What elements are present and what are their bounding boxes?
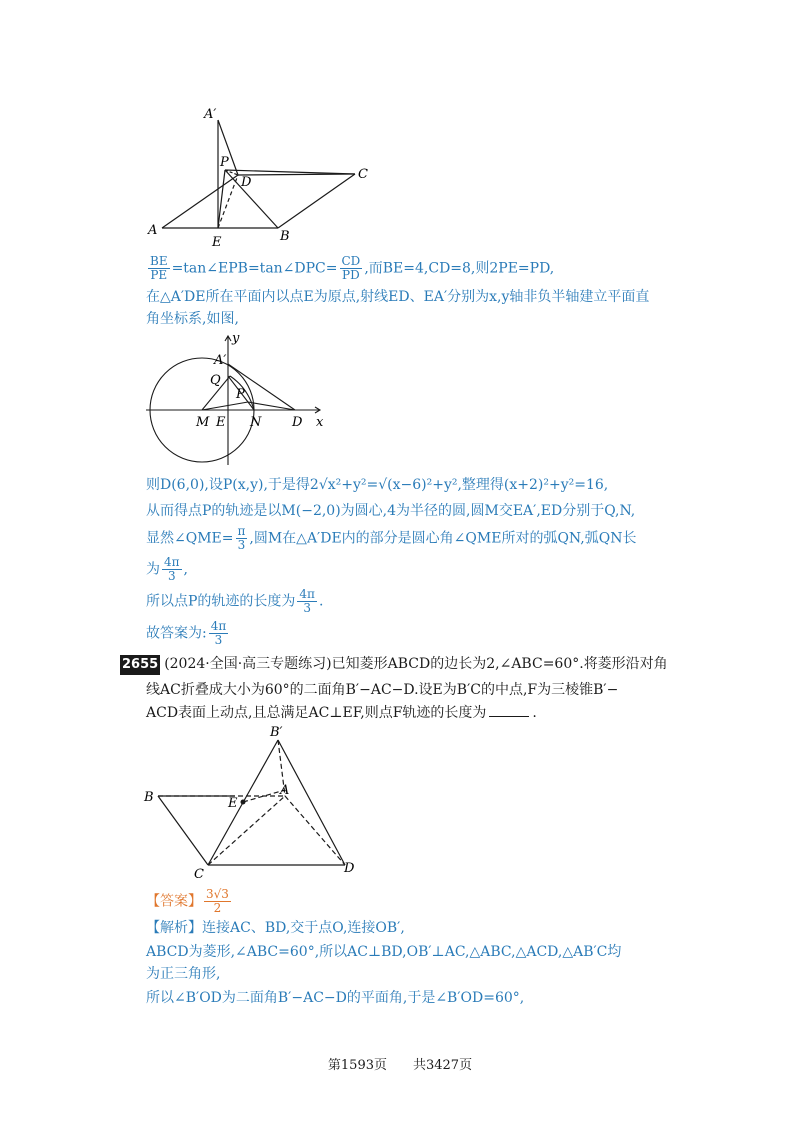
label-p: P bbox=[236, 387, 245, 402]
label-d: D bbox=[241, 175, 252, 190]
analysis-line-3: 为正三角形, bbox=[146, 966, 221, 982]
label-d: D bbox=[292, 415, 303, 430]
label-a-prime: A′ bbox=[204, 107, 217, 122]
solution-line-7: 为 $\frac{4\pi}{3}$ , bbox=[146, 555, 188, 583]
label-a-prime: A′ bbox=[214, 353, 227, 368]
analysis-line-2: ABCD为菱形,∠ABC=60°,所以AC⊥BD,OB′⊥AC,△ABC,△ACD,△AB′C均 bbox=[146, 944, 622, 960]
problem-number: 2655 bbox=[120, 655, 160, 675]
label-c: C bbox=[194, 867, 204, 880]
fraction-be-pe: $\frac{BE}{PE}$ bbox=[150, 254, 168, 282]
figure-coordinate-circle bbox=[140, 330, 340, 474]
analysis-line-1: 【解析】连接AC、BD,交于点O,连接OB′, bbox=[146, 920, 405, 936]
solution-line-5: 从而得点P的轨迹是以M(−2,0)为圆心,4为半径的圆,圆M交EA′,ED分别于Q,N, bbox=[146, 503, 636, 519]
label-a: A bbox=[280, 783, 290, 798]
label-b: B bbox=[144, 790, 154, 805]
label-p: P bbox=[220, 155, 229, 170]
analysis-line-4: 所以∠B′OD为二面角B′−AC−D的平面角,于是∠B′OD=60°, bbox=[146, 990, 525, 1006]
label-b-prime: B′ bbox=[270, 725, 283, 740]
fraction-4pi-3: $\frac{4\pi}{3}$ bbox=[210, 619, 227, 647]
label-d: D bbox=[344, 861, 355, 876]
solution-line-1: $\frac{BE}{PE}$ =tan∠EPB=tan∠DPC= $\frac{CD}{PD}$ ,而BE=4,CD=8,则2PE=PD, bbox=[150, 254, 555, 282]
answer-blank bbox=[489, 716, 529, 717]
label-x-axis: x bbox=[316, 415, 324, 430]
solution-line-2: 在△A′DE所在平面内以点E为原点,射线ED、EA′分别为x,y轴非负半轴建立平面直 bbox=[146, 289, 650, 305]
fraction-pi-3: $\frac{\pi}{3}$ bbox=[237, 524, 246, 552]
solution-line-9: 故答案为: $\frac{4\pi}{3}$ bbox=[146, 619, 227, 647]
solution-line-3: 角坐标系,如图, bbox=[146, 311, 239, 327]
label-y-axis: y bbox=[232, 331, 240, 346]
solution-line-6: 显然∠QME= $\frac{\pi}{3}$ ,圆M在△A′DE内的部分是圆心角∠QME所对的弧QN,弧QN长 bbox=[146, 524, 637, 552]
analysis-tag: 【解析】 bbox=[146, 920, 202, 936]
answer-line bbox=[146, 888, 233, 915]
label-c: C bbox=[358, 167, 368, 182]
problem-line-3: ACD表面上动点,且总满足AC⊥EF,则点F轨迹的长度为 . bbox=[146, 705, 537, 721]
fraction-4pi-3: $\frac{4\pi}{3}$ bbox=[164, 555, 180, 583]
fraction-cd-pd: $\frac{CD}{PD}$ bbox=[341, 254, 361, 282]
label-q: Q bbox=[210, 373, 221, 388]
label-e: E bbox=[216, 415, 226, 430]
figure-folded-triangle bbox=[140, 100, 390, 254]
page-footer: 第1593页 共3427页 bbox=[327, 1058, 473, 1073]
problem-line-1: 2655 (2024·全国·高三专题练习)已知菱形ABCD的边长为2,∠ABC=60°.将菱形沿对角 bbox=[120, 654, 668, 675]
figure-folded-rhombus bbox=[140, 720, 370, 884]
label-b: B bbox=[280, 229, 290, 244]
solution-line-4: 则D(6,0),设P(x,y),于是得2√x²+y²=√(x−6)²+y²,整理得(x+2)²+y²=16, bbox=[146, 477, 609, 493]
problem-line-2: 线AC折叠成大小为60°的二面角B′−AC−D.设E为B′C的中点,F为三棱锥B′− bbox=[146, 682, 619, 698]
label-a: A bbox=[148, 223, 158, 238]
answer-tag: 【答案】 bbox=[146, 893, 202, 910]
label-e: E bbox=[228, 796, 238, 811]
label-e: E bbox=[212, 235, 222, 250]
label-m: M bbox=[196, 415, 210, 430]
fraction-4pi-3: $\frac{4\pi}{3}$ bbox=[299, 587, 315, 615]
answer-fraction: $\frac{3√3}{2}$ bbox=[206, 887, 229, 915]
label-n: N bbox=[250, 415, 262, 430]
solution-line-8: 所以点P的轨迹的长度为 $\frac{4\pi}{3}$ . bbox=[146, 587, 324, 615]
